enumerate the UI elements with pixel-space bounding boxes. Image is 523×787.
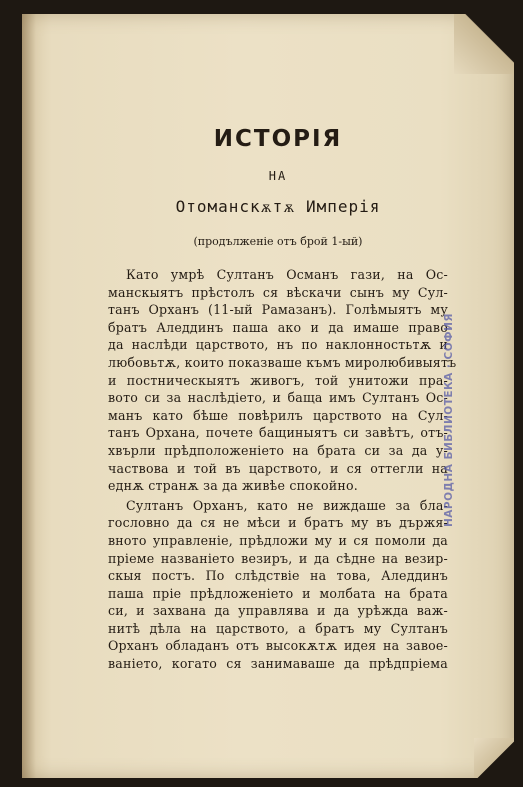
text-line: гословно да ся не мѣси и братъ му въ държя- <box>108 515 448 531</box>
text-line: Орханъ обладанъ отъ высокѫтѫ идея на завое- <box>108 638 448 654</box>
text-line: Султанъ Орханъ, като не виждаше за бла- <box>126 497 448 513</box>
text-line: и постническыятъ живогъ, той унитожи пра- <box>108 372 448 388</box>
article-title: ИСТОРІЯ <box>213 126 343 152</box>
text-line: братъ Аледдинъ паша ако и да имаше право <box>108 319 448 335</box>
text-line: паша пріе прѣдложеніето и молбата на брата <box>108 585 448 601</box>
text-line: манъ като бѣше повѣрилъ царството на Сул- <box>108 407 448 423</box>
text-line: вото си за наслѣдіето, и баща имъ Султанъ Ос- <box>108 390 448 406</box>
subtitle-connector: НА <box>268 169 288 183</box>
text-line: вното управленіе, прѣдложи му и ся помоли да <box>108 532 448 548</box>
text-line: пріеме названіето везиръ, и да сѣдне на везир- <box>108 550 448 566</box>
text-line: Като умрѣ Султанъ Османъ гази, на Ос- <box>126 267 448 282</box>
continuation-note: (продълженіе отъ брой 1-ый) <box>193 235 363 248</box>
text-line: танъ Орханъ (11-ый Рамазанъ). Голѣмыятъ му <box>108 302 448 318</box>
text-line: хвърли прѣдположеніето на брата си за да у- <box>108 442 448 458</box>
text-line: любовьтѫ, които показваше къмъ миролюбивыятъ <box>108 354 457 370</box>
article-subtitle: Отоманскѫтѫ Имперія <box>175 197 381 216</box>
page-corner-bottom-right <box>474 738 514 778</box>
text-line: танъ Орхана, почете бащиныятъ си завѣтъ, отъ- <box>108 425 448 441</box>
page-corner-top-right <box>454 14 514 74</box>
page-binding-shadow <box>22 14 36 778</box>
text-line: еднѫ странѫ за да живѣе спокойно. <box>108 478 358 494</box>
text-line: си, и захвана да управлява и да урѣжда важ- <box>108 603 448 619</box>
paragraph-2 <box>108 497 448 673</box>
library-stamp <box>434 313 464 527</box>
text-line: да наслѣди царството, нъ по наклонностьтѫ и <box>108 337 448 353</box>
library-stamp-text: НАРОДНА БИБЛИОТЕКА · СОФИЯ <box>443 313 455 527</box>
text-line: скыя постъ. По слѣдствіе на това, Аледдинъ <box>108 568 448 584</box>
text-line: манскыятъ прѣстолъ ся вѣскачи сынъ му Сул- <box>108 284 448 300</box>
text-line: нитѣ дѣла на царството, а братъ му Султанъ <box>108 620 448 636</box>
text-line: частвова и той въ царството, и ся оттегли на <box>108 460 448 476</box>
text-line: ваніето, когато ся занимаваше да прѣдпріема <box>108 656 448 672</box>
